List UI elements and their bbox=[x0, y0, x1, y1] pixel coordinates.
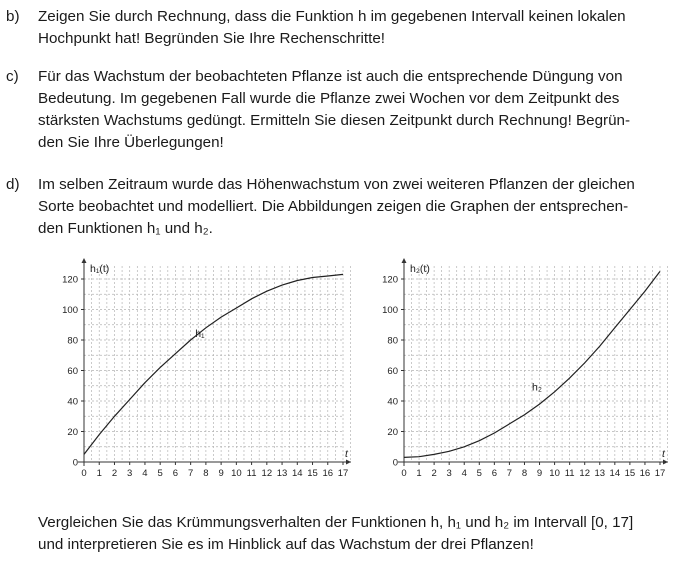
y-axis-label: h₂(t) bbox=[410, 263, 430, 275]
series-label: h₁ bbox=[195, 327, 205, 340]
x-tick-label: 5 bbox=[476, 468, 482, 479]
closing-line: und interpretieren Sie es im Hinblick auf das Wachstum der drei Pflanzen! bbox=[38, 536, 534, 553]
y-tick-label: 0 bbox=[392, 457, 398, 469]
x-axis-arrow bbox=[663, 460, 668, 465]
y-axis-arrow bbox=[402, 258, 407, 263]
x-tick-label: 11 bbox=[564, 468, 575, 479]
x-tick-label: 12 bbox=[579, 468, 590, 479]
y-tick-label: 120 bbox=[382, 274, 398, 286]
x-tick-label: 9 bbox=[536, 468, 543, 479]
task-c-text bbox=[38, 66, 688, 154]
x-tick-label: 15 bbox=[624, 468, 636, 479]
x-tick-label: 7 bbox=[506, 468, 513, 479]
task-c-line: den Sie Ihre Überlegungen! bbox=[38, 134, 224, 151]
x-tick-label: 2 bbox=[111, 468, 118, 479]
x-tick-label: 5 bbox=[157, 468, 163, 479]
x-tick-label: 16 bbox=[322, 468, 334, 479]
x-tick-label: 16 bbox=[639, 468, 651, 479]
y-tick-label: 60 bbox=[67, 366, 78, 377]
y-tick-label: 20 bbox=[387, 427, 398, 438]
closing-line: Vergleichen Sie das Krümmungsverhalten der Funktionen h, h₁ und h₂ im Intervall [0, 17] bbox=[38, 514, 634, 531]
series-label: h₂ bbox=[532, 381, 542, 394]
x-tick-label: 4 bbox=[461, 468, 467, 479]
grid bbox=[404, 266, 668, 462]
y-tick-label: 20 bbox=[67, 427, 78, 438]
y-axis-label: h₁(t) bbox=[90, 263, 110, 275]
x-tick-label: 6 bbox=[491, 468, 498, 479]
task-d-line: Sorte beobachtet und modelliert. Die Abbildungen zeigen die Graphen der entsprechen- bbox=[38, 198, 629, 215]
task-c-line: Für das Wachstum der beobachteten Pflanze ist auch die entsprechende Düngung von bbox=[38, 68, 623, 85]
y-tick-label: 80 bbox=[67, 335, 78, 347]
task-b-line: Zeigen Sie durch Rechnung, dass die Funktion h im gegebenen Intervall keinen lokalen bbox=[38, 8, 626, 25]
x-tick-label: 1 bbox=[96, 468, 102, 479]
task-c-line: Bedeutung. Im gegebenen Fall wurde die Pflanze zwei Wochen vor dem Zeitpunkt des bbox=[38, 90, 620, 107]
x-tick-label: 1 bbox=[416, 468, 422, 479]
x-axis-label: t bbox=[345, 448, 348, 460]
x-tick-label: 10 bbox=[549, 468, 560, 479]
x-tick-label: 10 bbox=[231, 468, 242, 479]
x-axis-label: t bbox=[662, 448, 665, 460]
x-axis-arrow bbox=[346, 460, 351, 465]
x-tick-label: 0 bbox=[401, 468, 407, 479]
x-tick-label: 2 bbox=[431, 468, 437, 479]
y-tick-label: 60 bbox=[387, 366, 398, 377]
y-tick-label: 100 bbox=[62, 305, 78, 316]
task-b-text bbox=[38, 6, 688, 50]
x-tick-label: 9 bbox=[218, 468, 224, 479]
task-b-label: b) bbox=[6, 8, 20, 25]
y-tick-label: 120 bbox=[62, 274, 78, 286]
y-tick-label: 80 bbox=[387, 335, 398, 347]
task-b-line: Hochpunkt hat! Begründen Sie Ihre Rechenschritte! bbox=[38, 30, 385, 47]
y-tick-label: 100 bbox=[382, 305, 398, 316]
x-tick-label: 14 bbox=[292, 468, 303, 479]
x-tick-label: 7 bbox=[187, 468, 194, 479]
x-tick-label: 14 bbox=[609, 468, 621, 479]
x-tick-label: 12 bbox=[261, 468, 273, 479]
x-tick-label: 8 bbox=[521, 468, 528, 479]
y-tick-label: 0 bbox=[72, 457, 78, 469]
y-tick-label: 40 bbox=[67, 396, 78, 408]
x-tick-label: 13 bbox=[594, 468, 606, 479]
x-tick-label: 17 bbox=[654, 468, 666, 479]
y-tick-label: 40 bbox=[387, 396, 398, 408]
task-c-line: stärksten Wachstums gedüngt. Ermitteln Sie diesen Zeitpunkt durch Rechnung! Begrün- bbox=[38, 112, 631, 129]
task-c-label: c) bbox=[6, 68, 19, 85]
x-tick-label: 4 bbox=[142, 468, 148, 479]
task-d-text bbox=[38, 174, 688, 240]
x-tick-label: 13 bbox=[276, 468, 288, 479]
closing-text bbox=[38, 512, 688, 556]
grid bbox=[84, 266, 351, 462]
y-axis-arrow bbox=[82, 258, 87, 263]
task-d-label: d) bbox=[6, 176, 20, 193]
x-tick-label: 3 bbox=[446, 468, 452, 479]
x-tick-label: 3 bbox=[127, 468, 133, 479]
x-tick-label: 0 bbox=[81, 468, 87, 479]
chart-h1 bbox=[55, 250, 355, 486]
x-tick-label: 8 bbox=[203, 468, 209, 479]
x-tick-label: 17 bbox=[337, 468, 349, 479]
task-d-line: den Funktionen h₁ und h₂. bbox=[38, 220, 213, 237]
chart-h2 bbox=[372, 250, 672, 486]
x-tick-label: 6 bbox=[172, 468, 179, 479]
x-tick-label: 11 bbox=[246, 468, 257, 479]
task-d-line: Im selben Zeitraum wurde das Höhenwachstum von zwei weiteren Pflanzen der gleichen bbox=[38, 176, 635, 193]
x-tick-label: 15 bbox=[307, 468, 318, 479]
